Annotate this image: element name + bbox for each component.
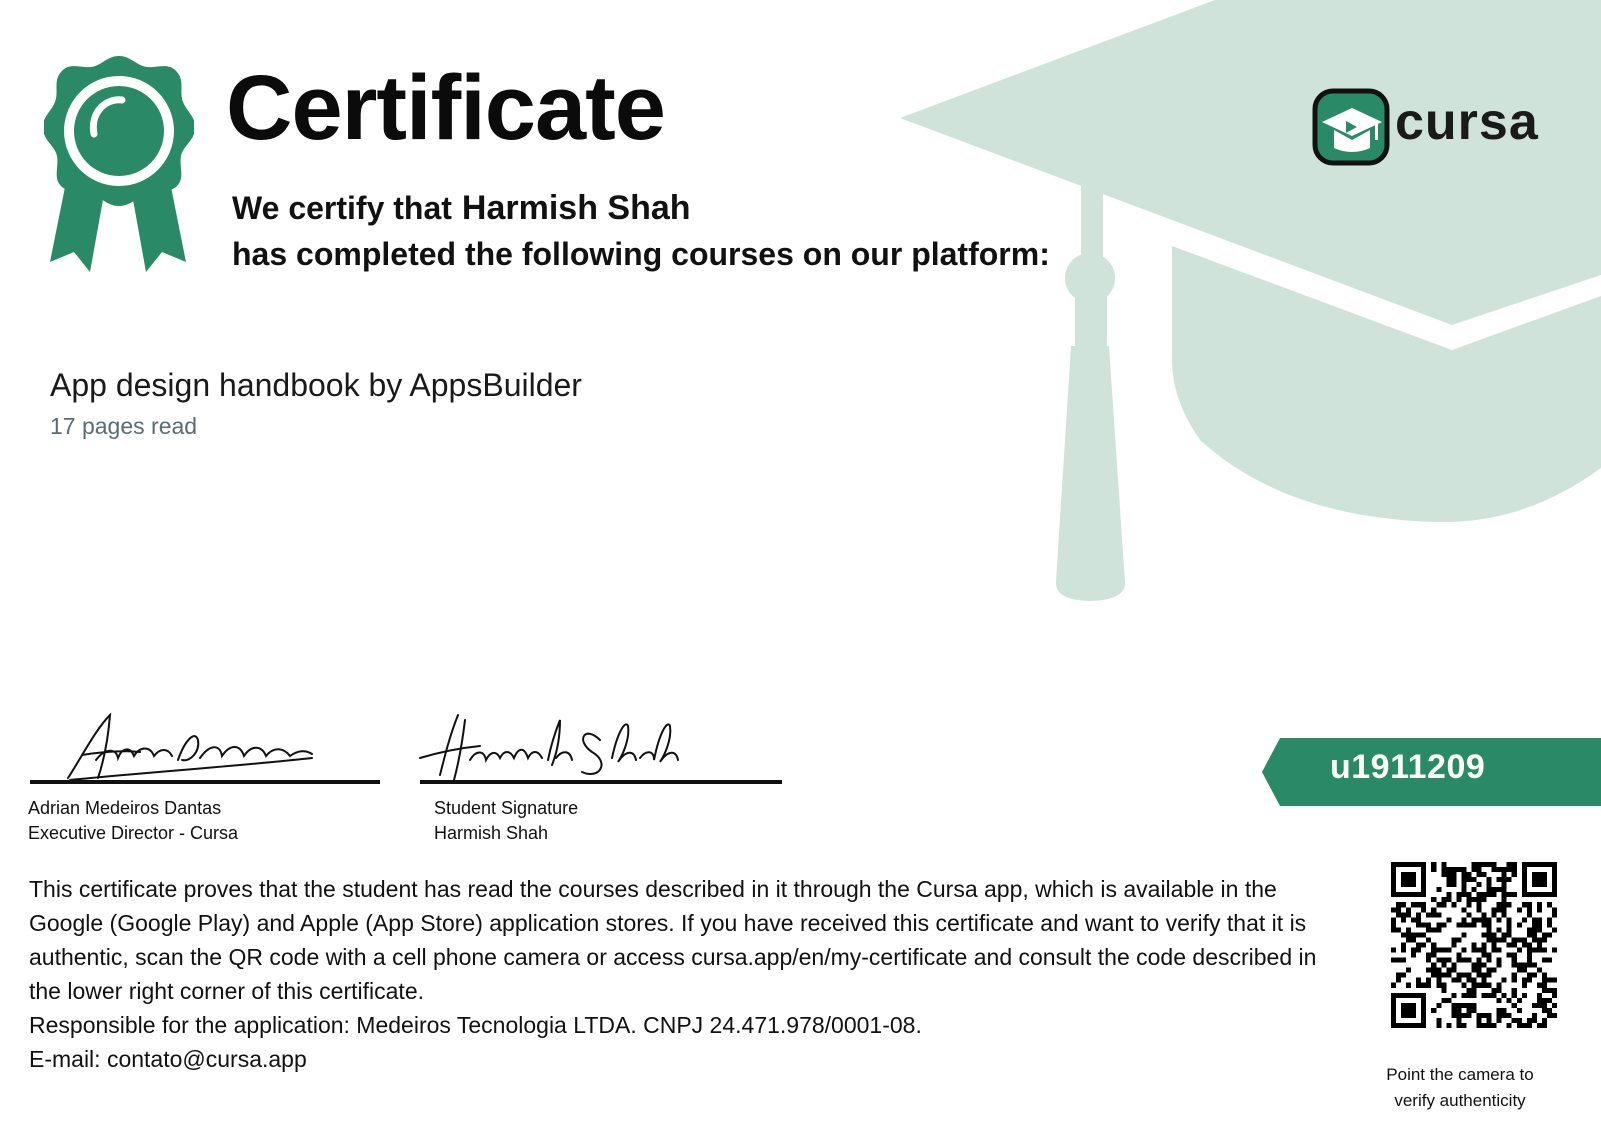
certify-prefix: We certify that xyxy=(232,190,452,226)
qr-caption-line1: Point the camera to xyxy=(1386,1065,1534,1084)
qr-code-icon xyxy=(1391,862,1557,1028)
student-signature-line xyxy=(420,780,782,784)
director-signature xyxy=(68,715,312,780)
cursa-logo-icon xyxy=(1312,88,1392,168)
director-role: Executive Director - Cursa xyxy=(28,823,239,843)
course-title: App design handbook by AppsBuilder xyxy=(50,367,582,403)
responsible-line: Responsible for the application: Medeiros Tecnologia LTDA. CNPJ 24.471.978/0001-08. xyxy=(29,1012,922,1038)
qr-caption-line2: verify authenticity xyxy=(1394,1091,1526,1110)
email-line: E-mail: contato@cursa.app xyxy=(29,1046,307,1072)
handwritten-signatures xyxy=(0,700,800,810)
director-name: Adrian Medeiros Dantas xyxy=(28,798,222,818)
certificate-title: Certificate xyxy=(226,57,665,159)
student-name: Harmish Shah xyxy=(461,189,691,227)
student-signature-caption xyxy=(434,796,578,846)
director-signature-caption xyxy=(28,796,238,846)
certificate-disclaimer xyxy=(29,872,1329,1076)
qr-caption xyxy=(1370,1062,1550,1114)
course-progress: 17 pages read xyxy=(50,413,198,439)
certify-statement xyxy=(232,189,691,228)
director-signature-line xyxy=(30,780,380,784)
ribbon-badge-icon xyxy=(44,54,194,280)
certificate-code: u1911209 xyxy=(1330,748,1486,786)
student-signature xyxy=(420,715,678,780)
student-signature-label: Student Signature xyxy=(434,798,579,818)
disclaimer-paragraph: This certificate proves that the student has read the courses described in it through the Cursa app, which is available in the Google (Google Play) and Apple (App Store) application stores. If you have received this certificate and want to verify that it is authentic, scan the QR code with a cell phone camera or access cursa.app/en/my-certificate and consult the code described in the lower right corner of this certificate. xyxy=(29,876,1317,1004)
student-signature-name: Harmish Shah xyxy=(434,823,549,843)
completed-statement: has completed the following courses on our platform: xyxy=(232,236,1050,272)
cursa-logo-text: cursa xyxy=(1395,93,1539,151)
